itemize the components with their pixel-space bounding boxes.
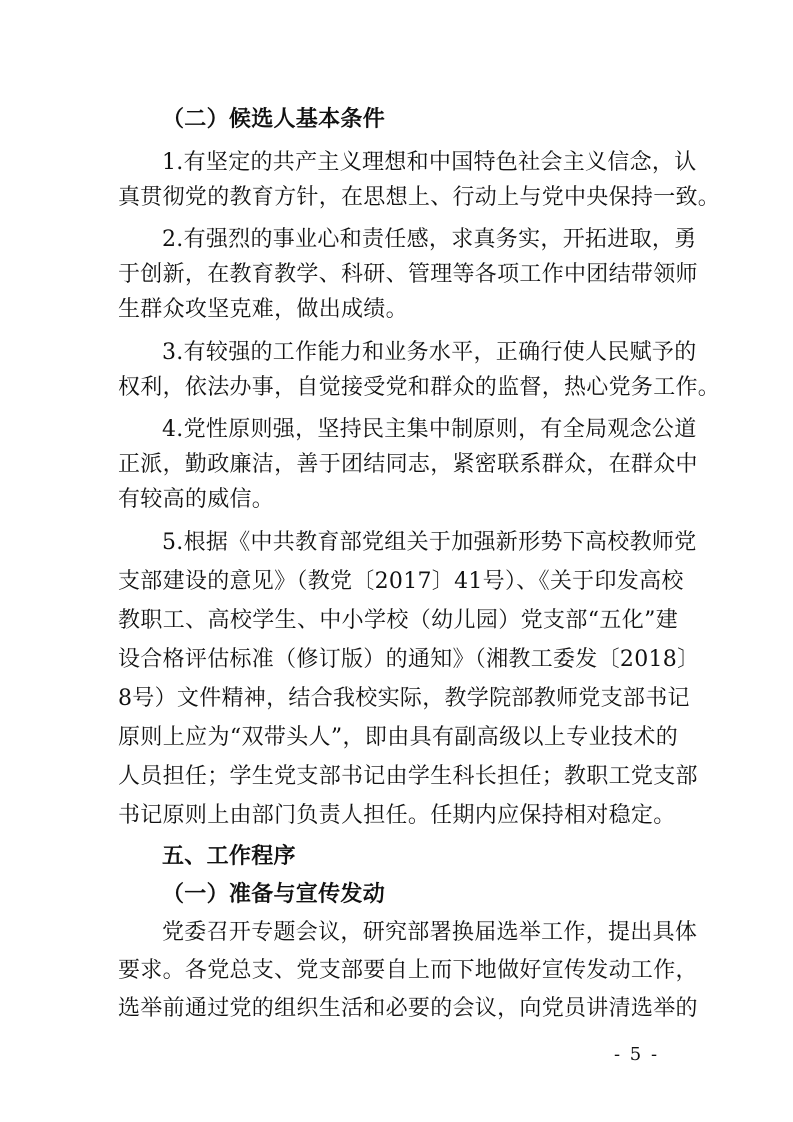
section-heading-candidate-conditions: （二）候选人基本条件 [162, 107, 386, 132]
item-1-line-2: 真贯彻党的教育方针，在思想上、行动上与党中央保持一致。 [118, 185, 721, 210]
item-5-line-1: 5.根据《中共教育部党组关于加强新形势下高校教师党 [162, 530, 697, 555]
item-1-line-1: 1.有坚定的共产主义理想和中国特色社会主义信念，认 [162, 150, 697, 175]
item-2-line-1: 2.有强烈的事业心和责任感，求真务实，开拓进取，勇 [162, 227, 697, 252]
item-3-line-2: 权利，依法办事，自觉接受党和群众的监督，热心党务工作。 [118, 375, 721, 400]
item-5-line-7: 人员担任；学生党支部书记由学生科长担任；教职工党支部 [118, 764, 698, 789]
item-5-line-8: 书记原则上由部门负责人担任。任期内应保持相对稳定。 [118, 803, 676, 828]
subsection-heading-preparation: （一）准备与宣传发动 [162, 882, 386, 907]
item-5-line-2: 支部建设的意见》（教党〔2017〕41号）、《关于印发高校 [118, 569, 684, 594]
page-number: - 5 - [614, 1044, 660, 1065]
item-3-line-1: 3.有较强的工作能力和业务水平，正确行使人民赋予的 [162, 340, 697, 365]
paragraph-line-2: 要求。各党总支、党支部要自上而下地做好宣传发动工作， [118, 958, 698, 983]
section-heading-work-procedure: 五、工作程序 [162, 844, 296, 869]
item-2-line-3: 生群众攻坚克难，做出成绩。 [118, 297, 408, 322]
item-4-line-3: 有较高的威信。 [118, 487, 275, 512]
item-4-line-1: 4.党性原则强，坚持民主集中制原则，有全局观念公道 [162, 417, 697, 442]
item-4-line-2: 正派，勤政廉洁，善于团结同志，紧密联系群众，在群众中 [118, 452, 698, 477]
item-5-line-3: 教职工、高校学生、中小学校（幼儿园）党支部“五化”建 [118, 608, 678, 633]
item-5-line-5: 8号）文件精神，结合我校实际，教学院部教师党支部书记 [118, 686, 690, 711]
item-2-line-2: 于创新，在教育教学、科研、管理等各项工作中团结带领师 [118, 262, 698, 287]
item-5-line-4: 设合格评估标准（修订版）的通知》（湘教工委发〔2018〕 [118, 647, 700, 672]
paragraph-line-1: 党委召开专题会议，研究部署换届选举工作，提出具体 [162, 920, 698, 945]
paragraph-line-3: 选举前通过党的组织生活和必要的会议，向党员讲清选举的 [118, 996, 698, 1021]
item-5-line-6: 原则上应为“双带头人”，即由具有副高级以上专业技术的 [118, 725, 678, 750]
